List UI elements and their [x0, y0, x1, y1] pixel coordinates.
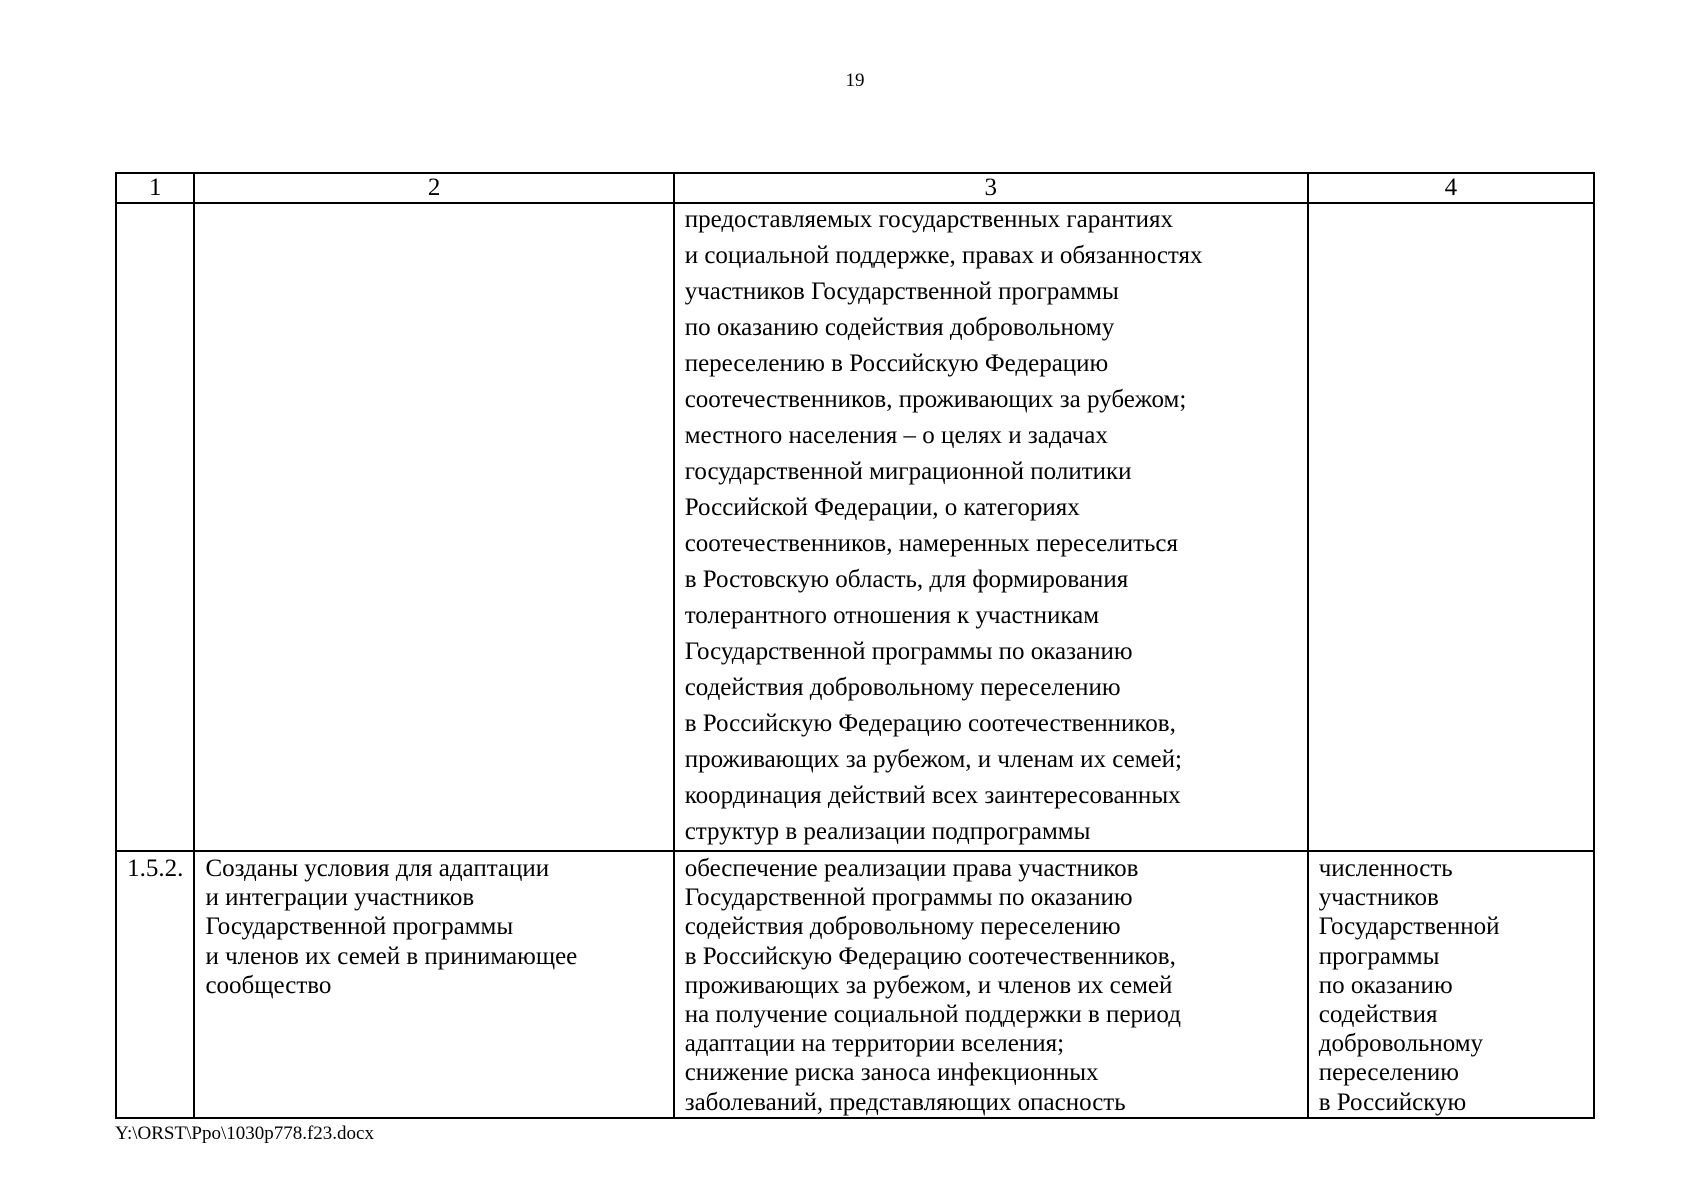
- measures-table: [115, 172, 1595, 1119]
- header-col-1: 1: [116, 173, 194, 203]
- header-col-3: 3: [674, 173, 1308, 203]
- row-description-cell: [674, 851, 1308, 1118]
- table-row-1-5-2: [116, 851, 1594, 1118]
- row-number: 1.5.2.: [116, 851, 194, 1118]
- cell-continued-col-1: [116, 203, 194, 851]
- page-number: 19: [845, 70, 865, 91]
- row-title: Созданы условия для адаптации и интеграции участников Государственной программы и членов их семей в принимающее сообщество: [205, 855, 578, 999]
- footer-file-path: Y:\ORST\Ppo\1030p778.f23.docx: [115, 1123, 374, 1144]
- row-indicator: численность участников Государственной программы по оказанию содействия добровольному переселению в Российскую: [1318, 855, 1500, 1116]
- continued-description-text: предоставляемых государственных гарантиях и социальной поддержке, правах и обязанностях участников Государственной программы по оказанию содействия добровольному переселению в Российскую Федерацию соотечественников, проживающих за рубежом; местного населения – о целях и задачах государственной миграционной политики Российской Федерации, о категориях соотечественников, намеренных переселиться в Ростовскую область, для формирования толерантного отношения к участникам Государственной программы по оказанию содействия добровольному переселению в Российскую Федерацию соотечественников, проживающих за рубежом, и членам их семей; координация действий всех заинтересованных структур в реализации подпрограммы: [684, 206, 1203, 845]
- cell-continued-col-4: [1308, 203, 1594, 851]
- table-header-row: [116, 173, 1594, 203]
- cell-continued-col-2: [194, 203, 673, 851]
- row-description: обеспечение реализации права участников Государственной программы по оказанию содействия добровольному переселению в Российскую Федерацию соотечественников, проживающих за рубежом, и членов их семей на получение социальной поддержки в период адаптации на территории вселения; снижение риска заноса инфекционных заболеваний, представляющих опасность: [684, 855, 1181, 1116]
- header-col-4: 4: [1308, 173, 1594, 203]
- header-col-2: 2: [194, 173, 673, 203]
- table-row-continued: [116, 203, 1594, 851]
- row-title-cell: [194, 851, 673, 1118]
- cell-continued-col-3: [674, 203, 1308, 851]
- row-indicator-cell: [1308, 851, 1594, 1118]
